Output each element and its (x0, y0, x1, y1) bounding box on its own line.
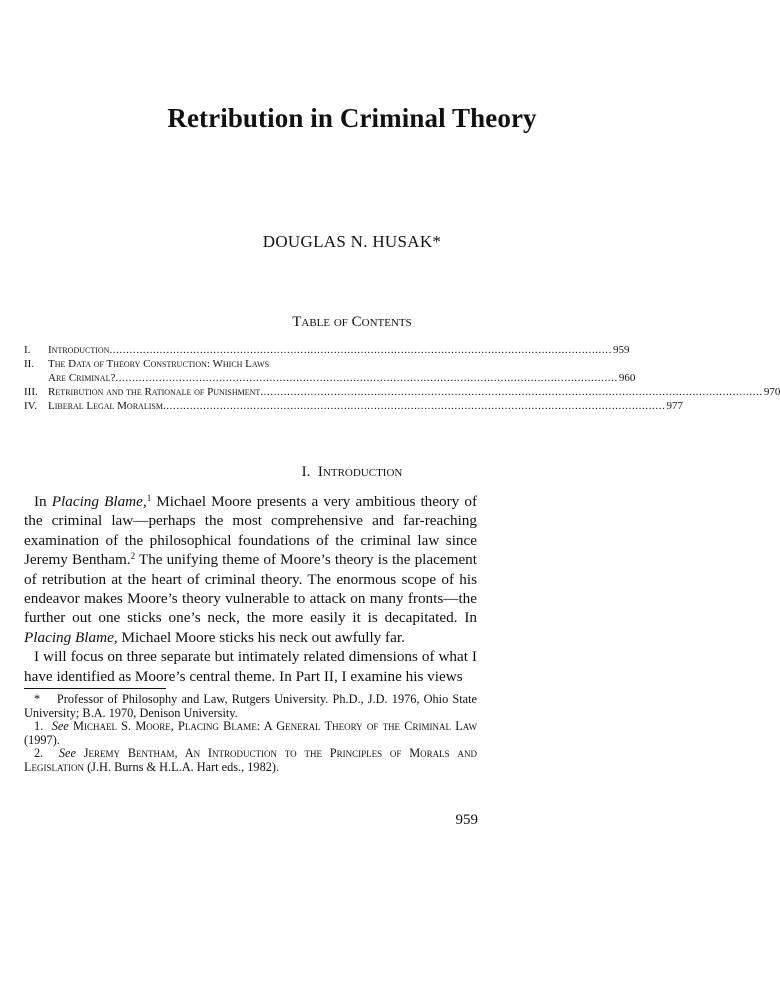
toc-entry (24, 343, 630, 357)
paragraph (24, 492, 477, 647)
toc-leader-dots: ...................................................................................................................................................... (109, 344, 612, 356)
footnote-mark: * (34, 692, 41, 706)
footnote-number: 1. (34, 719, 44, 734)
toc-entry (24, 357, 636, 385)
signal-word: See (58, 746, 76, 761)
toc-entry-number: I. (24, 344, 31, 356)
text-run: In (34, 493, 52, 510)
toc-entry-title: The Data of Theory Construction: Which Laws (48, 358, 270, 370)
toc-entry-number: III. (24, 386, 38, 398)
toc-entry-title-continued: Are Criminal? (48, 372, 116, 384)
footnote (24, 747, 477, 774)
section-number: I. (301, 464, 311, 480)
italic-title: Placing Blame (24, 628, 114, 646)
citation-rest: (J.H. Burns & H.L.A. Hart eds., 1982). (84, 759, 280, 774)
toc-entry-title: Introduction (48, 344, 110, 356)
toc-entry-number: II. (24, 358, 35, 370)
toc-heading: Table of Contents (292, 314, 412, 330)
section-title: Introduction (317, 464, 403, 480)
toc-leader-dots: ...................................................................................................................................................... (115, 372, 618, 384)
footnote (24, 720, 477, 747)
signal-word: See (51, 719, 69, 734)
table-of-contents (24, 343, 780, 413)
toc-entry-page: 960 (618, 372, 636, 384)
citation-small-caps: Jeremy Bentham, An Introduction to the Principles of Morals and Legislation (24, 746, 477, 774)
text-run: Michael Moore presents a very ambitious theory of the criminal law—perhaps the most comprehensive and far-reaching examination of the philosophical foundations of the criminal law since Jeremy Bentham. (24, 493, 477, 569)
footnote-ref: 2 (130, 551, 136, 562)
italic-title: Placing Blame, (51, 493, 147, 510)
text-run: The unifying theme of Moore’s theory is the placement of retribution at the heart of criminal theory. The enormous scope of his endeavor makes Moore’s theory vulnerable to attack on many fronts—the further out one sticks one’s neck, the more easily it is decapitated. In (24, 551, 477, 627)
text-run: , Michael Moore sticks his neck out awfully far. (113, 628, 405, 646)
footnotes (24, 693, 477, 775)
section-heading (0, 464, 704, 481)
toc-entry (24, 385, 780, 399)
footnote-ref: 1 (146, 493, 152, 503)
footnote-number: 2. (34, 746, 44, 761)
toc-entry-page: 959 (612, 344, 630, 356)
footnote-divider (24, 688, 166, 689)
toc-entry-title: Liberal Legal Moralism (48, 400, 163, 412)
citation-rest: (1997). (24, 732, 60, 747)
toc-leader-dots: ...................................................................................................................................................... (260, 386, 763, 398)
toc-entry-title: Retribution and the Rationale of Punishment (48, 386, 261, 398)
page-number: 959 (455, 812, 478, 828)
footnote-author (24, 693, 477, 720)
author-name: DOUGLAS N. HUSAK* (262, 232, 442, 251)
toc-entry (24, 399, 683, 413)
toc-entry-page: 970 (763, 386, 780, 398)
footnote-text: Professor of Philosophy and Law, Rutgers University. Ph.D., J.D. 1976, Ohio State University; B.A. 1970, Denison University. (24, 692, 478, 720)
body-text (24, 492, 477, 686)
toc-entry-number: IV. (24, 400, 37, 412)
article-title: Retribution in Criminal Theory (167, 103, 537, 133)
citation-small-caps: Michael S. Moore, Placing Blame: A General Theory of the Criminal Law (73, 719, 477, 734)
paragraph: I will focus on three separate but intimately related dimensions of what I have identified as Moore’s central theme. In Part II, I examine his views (24, 648, 477, 685)
toc-leader-dots: ...................................................................................................................................................... (162, 400, 666, 412)
toc-entry-page: 977 (666, 400, 683, 412)
